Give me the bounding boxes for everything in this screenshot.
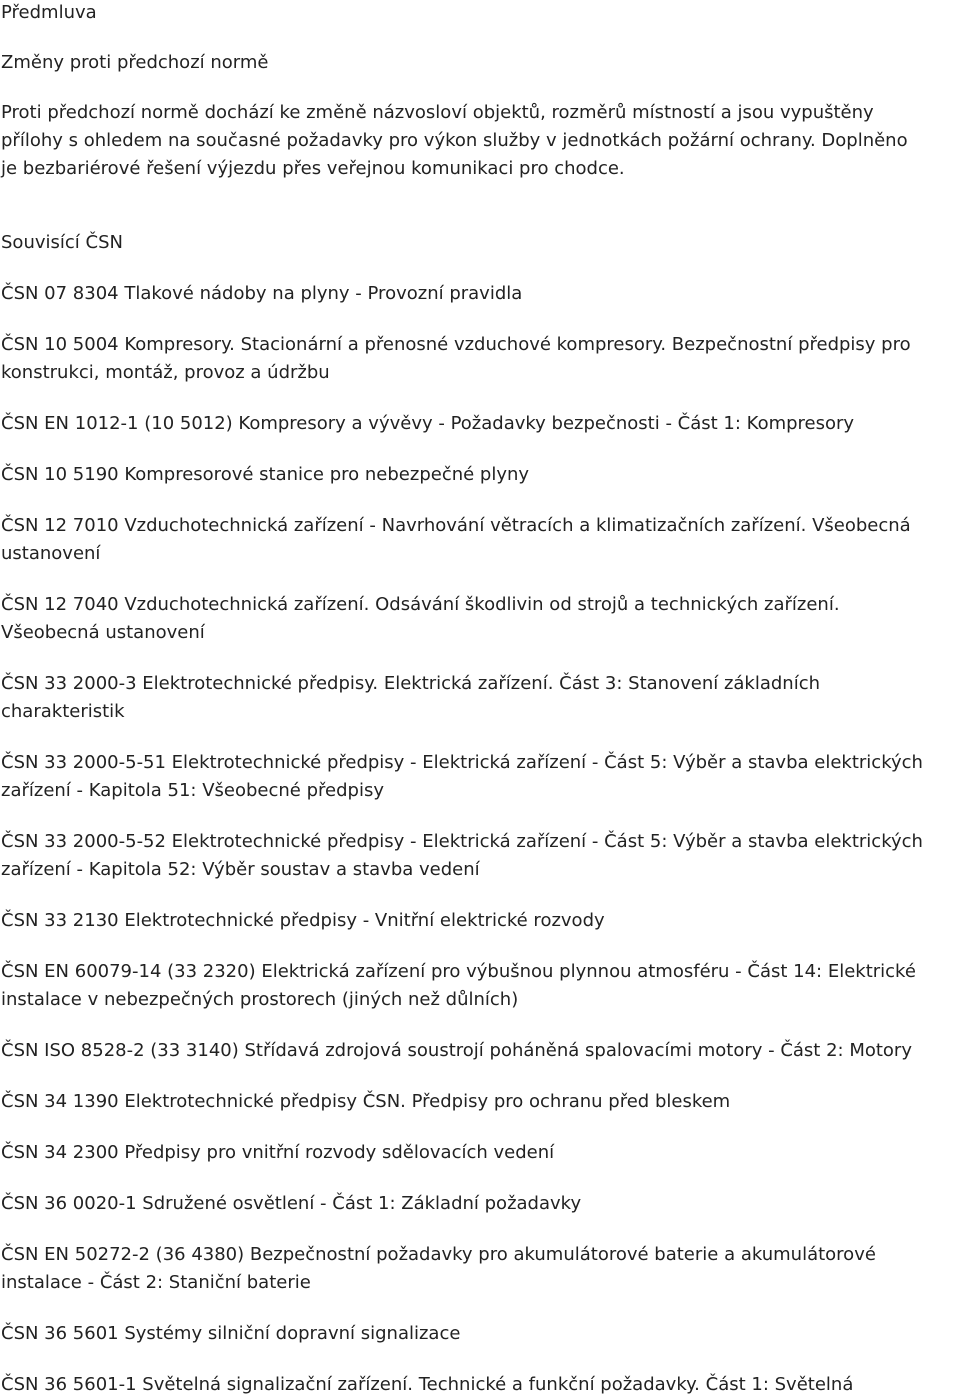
changes-text-line-3: je bezbariérové řešení výjezdu přes veřejnou komunikaci pro chodce. xyxy=(1,158,625,179)
changes-heading: Změny proti předchozí normě xyxy=(1,52,269,73)
standard-item-line: ČSN 33 2130 Elektrotechnické předpisy - Vnitřní elektrické rozvody xyxy=(1,910,605,931)
standard-item-line: instalace v nebezpečných prostorech (jiných než důlních) xyxy=(1,989,519,1010)
standard-item-line: ČSN 36 0020-1 Sdružené osvětlení - Část 1: Základní požadavky xyxy=(1,1193,582,1214)
standard-item-line: ČSN 34 1390 Elektrotechnické předpisy ČSN. Předpisy pro ochranu před bleskem xyxy=(1,1091,731,1112)
standard-item-line: ČSN 10 5004 Kompresory. Stacionární a přenosné vzduchové kompresory. Bezpečnostní předpisy pro xyxy=(1,334,911,355)
standard-item-line: ČSN 12 7040 Vzduchotechnická zařízení. Odsávání škodlivin od strojů a technických zařízení. xyxy=(1,594,840,615)
standard-item-line: ČSN ISO 8528-2 (33 3140) Střídavá zdrojová soustrojí poháněná spalovacími motory - Část 2: Motory xyxy=(1,1040,912,1061)
changes-text-line-1: Proti předchozí normě dochází ke změně názvosloví objektů, rozměrů místností a jsou vypuštěny xyxy=(1,102,874,123)
standard-item-line: ustanovení xyxy=(1,543,101,564)
standard-item-line: ČSN 07 8304 Tlakové nádoby na plyny - Provozní pravidla xyxy=(1,283,523,304)
standard-item-line: ČSN EN 60079-14 (33 2320) Elektrická zařízení pro výbušnou plynnou atmosféru - Část 14: Elektrické xyxy=(1,961,916,982)
standard-item-line: zařízení - Kapitola 51: Všeobecné předpisy xyxy=(1,780,384,801)
standard-item-line: konstrukci, montáž, provoz a údržbu xyxy=(1,362,330,383)
page-title: Předmluva xyxy=(1,2,97,23)
standard-item-line: ČSN 12 7010 Vzduchotechnická zařízení - Navrhování větracích a klimatizačních zařízení. Všeobecná xyxy=(1,515,911,536)
standard-item-line: ČSN 34 2300 Předpisy pro vnitřní rozvody sdělovacích vedení xyxy=(1,1142,555,1163)
standard-item-line: ČSN 33 2000-5-51 Elektrotechnické předpisy - Elektrická zařízení - Část 5: Výběr a stavba elektrických xyxy=(1,752,923,773)
standard-item-line: ČSN EN 1012-1 (10 5012) Kompresory a vývěvy - Požadavky bezpečnosti - Část 1: Kompresory xyxy=(1,413,855,434)
standard-item-line: ČSN 36 5601-1 Světelná signalizační zařízení. Technické a funkční požadavky. Část 1: Světelná xyxy=(1,1374,854,1395)
standard-item-line: ČSN 33 2000-5-52 Elektrotechnické předpisy - Elektrická zařízení - Část 5: Výběr a stavba elektrických xyxy=(1,831,923,852)
standard-item-line: ČSN 36 5601 Systémy silniční dopravní signalizace xyxy=(1,1323,461,1344)
standard-item-line: ČSN 33 2000-3 Elektrotechnické předpisy. Elektrická zařízení. Část 3: Stanovení základních xyxy=(1,673,821,694)
related-heading: Souvisící ČSN xyxy=(1,232,123,253)
standard-item-line: ČSN 10 5190 Kompresorové stanice pro nebezpečné plyny xyxy=(1,464,530,485)
standard-item-line: Všeobecná ustanovení xyxy=(1,622,205,643)
standard-item-line: zařízení - Kapitola 52: Výběr soustav a stavba vedení xyxy=(1,859,480,880)
standard-item-line: charakteristik xyxy=(1,701,125,722)
standard-item-line: ČSN EN 50272-2 (36 4380) Bezpečnostní požadavky pro akumulátorové baterie a akumulátorové xyxy=(1,1244,876,1265)
changes-text-line-2: přílohy s ohledem na současné požadavky pro výkon služby v jednotkách požární ochrany. Doplněno xyxy=(1,130,908,151)
standard-item-line: instalace - Část 2: Staniční baterie xyxy=(1,1272,311,1293)
